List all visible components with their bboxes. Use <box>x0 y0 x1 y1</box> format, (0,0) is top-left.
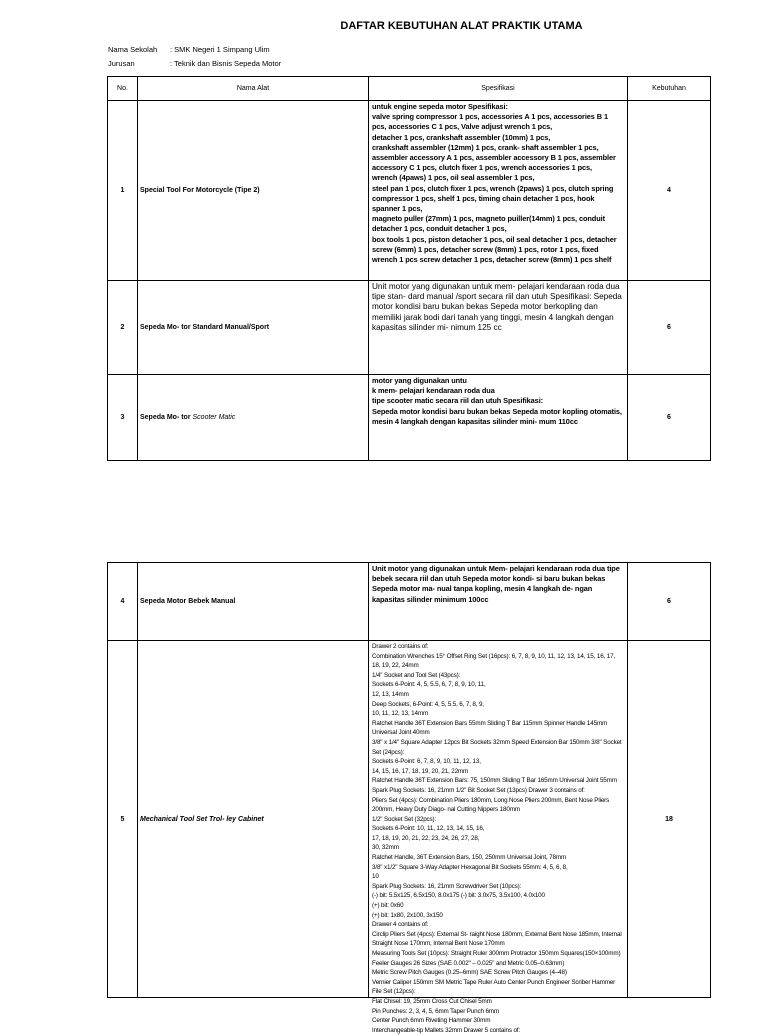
tool-name: Sepeda Motor Bebek Manual <box>138 563 369 641</box>
header-name: Nama Alat <box>138 77 369 101</box>
tool-name: Mechanical Tool Set Trol- ley Cabinet <box>138 641 369 998</box>
major-info <box>108 59 281 68</box>
equipment-table-part-1 <box>107 76 711 461</box>
tool-name: Sepeda Mo- tor Standard Manual/Sport <box>138 281 369 375</box>
tool-name-italic: Scooter Matic <box>192 414 236 421</box>
school-info <box>108 45 270 54</box>
school-label: Nama Sekolah <box>108 45 158 54</box>
major-label: Jurusan <box>108 59 135 68</box>
row-number: 5 <box>108 641 138 998</box>
tool-qty: 18 <box>628 641 711 998</box>
tool-qty: 6 <box>628 563 711 641</box>
header-no: No. <box>108 77 138 101</box>
table-row <box>108 281 711 375</box>
major-value: : Teknik dan Bisnis Sepeda Motor <box>170 59 282 68</box>
tool-spec <box>369 281 628 375</box>
table-row <box>108 101 711 281</box>
table-row <box>108 563 711 641</box>
tool-spec <box>369 641 628 1034</box>
row-number: 3 <box>108 375 138 461</box>
tool-name <box>138 375 369 461</box>
tool-spec-text: untuk engine sepeda motor Spesifikasi: valve spring compressor 1 pcs, accessories A 1 pcs, accessories B 1 pcs, accessories C 1 pcs, Valve adjust wrench 1 pcs, detacher 1 pcs, crankshaft assembler (10mm) 1 pcs, crankshaft assembler (12mm) 1 pcs, crank- shaft assembler 1 pcs, assembler accessory A 1 pcs, assembler accessory B 1 pcs, assembler accessory C 1 pcs, clutch fixer 1 pcs, wrench accessories 1 pcs, wrench (4paws) 1 pcs, oil seal assembler 1 pcs, steel pan 1 pcs, clutch fixer 1 pcs, wrench (2paws) 1 pcs, clutch spring compressor 1 pcs, shelf 1 pcs, timing chain detacher 1 pcs, hook spanner 1 pcs, magneto puller (27mm) 1 pcs, magneto puiller(14mm) 1 pcs, conduit detacher 1 pcs, conduit detacher 1 pcs, box tools 1 pcs, piston detacher 1 pcs, oil seal detacher 1 pcs, detacher screw (6mm) 1 pcs, detacher screw (8mm) 1 pcs, rotor 1 pcs, fixed wrench 1 pcs screw detacher 1 pcs, detacher screw (8mm) 1 pcs shelf <box>372 102 617 265</box>
tool-spec-text: Unit motor yang digunakan untuk Mem- pelajari kendaraan roda dua tipe bebek secara riil dan utuh Sepeda motor kondi- si baru bukan bekas Sepeda motor ma- nual tanpa kopling, mesin 4 langkah de- ngan kapasitas silinder minimum 100cc <box>372 564 620 604</box>
tool-qty: 6 <box>628 375 711 461</box>
tool-spec-text: Drawer 2 contains of: Combination Wrenches 15° Offset Ring Set (16pcs): 6, 7, 8, 9, 10, 11, 12, 13, 14, 15, 16, 17, 18, 19, 22, 24mm 1/4" Socket and Tool Set (43pcs): Sockets 6-Point: 4, 5, 5.5, 6, 7, 8, 9, 10, 11, 12, 13, 14mm Deep Sockets, 6-Point: 4, 5, 5.5, 6, 7, 8, 9, 10, 11, 12, 13, 14mm Ratchet Handle 36T Extension Bars 55mm Sliding T Bar 115mm Spinner Handle 145mm Universal Joint 40mm 3/8" x 1/4" Square Adapter 12pcs Bit Sockets 32mm Speed Extension Bar 150mm 3/8" Socket Set (24pcs): Sockets 6-Point: 6, 7, 8, 9, 10, 11, 12, 13, 14, 15, 16, 17, 18, 19, 20, 21, 22mm Ratchet Handle 36T Extension Bars: 75, 150mm Sliding T Bar 165mm Universal Joint 55mm Spark Plug Sockets: 16, 21mm 1/2" Bit Socket Set (13pcs) Drawer 3 contains of: Pliers Set (4pcs): Combination Pliers 180mm, Long Nose Pliers 200mm, Bent Nose Pliers 200mm, Heavy Duty Diago- nal Cutting Nippers 180mm 1/2" Socket Set (32pcs): Sockets 6-Point: 10, 11, 12, 13, 14, 15, 16, 17, 18, 19, 20, 21, 22, 23, 24, 26, 27, 28, 30, 32mm Ratchet Handle, 36T Extension Bars, 150, 250mm Universal Joint, 78mm 3/8" x1/2" Square 3-Way Adapter Hexagonal Bit Sockets 55mm: 4, 5, 6, 8, 10 Spark Plug Sockets: 16, 21mm Screwdriver Set (10pcs): (-) bit: 5.5x125, 6.5x150, 8.0x175 (-) bit: 3.0x75, 3.5x100, 4.0x100 (+) bit: 0x60 (+) bit: 1x80, 2x100, 3x150 Drawer 4 contains of: Circlip Pliers Set (4pcs): External St- raight Nose 180mm, External Bent Nose 185mm, Internal Straight Nose 170mm, Internal Bent Nose 170mm Measuring Tools Set (10pcs): Straight Ruler 300mm Protractor 150mm Squares(150×100mm) Feeler Gauges 26 Sizes (SAE 0.002" – 0.025" and Metric 0.05–0.63mm) Metric Screw Pitch Gauges (0.25–6mm) SAE Screw Pitch Gauges (4–48) Vernier Caliper 150mm SM Metric Tape Ruler Auto Center Punch Engineer Scriber Hammer File Set (12pcs): Flat Chisel: 19, 25mm Cross Cut Chisel 5mm Pin Punches: 2, 3, 4, 5, 6mm Taper Punch 6mm Center Punch 6mm Riveting Hammer 30mm Interchangeable-tip Mallets 32mm Drawer 5 contains of: <box>372 643 622 1034</box>
tool-spec-text: Unit motor yang digunakan untuk mem- pelajari kendaraan roda dua tipe stan- dard manual /sport secara riil dan utuh Spesifikasi: Sepeda motor kondisi baru bukan bekas Sepeda motor berkopling dan memiliki jarak bodi dari tanah yang tinggi, mesin 4 langkah dengan kapasitas silinder mi- nimum 125 cc <box>372 282 622 332</box>
tool-name-plain: Sepeda Mo- tor <box>140 414 193 421</box>
school-value: : SMK Negeri 1 Simpang Ulim <box>170 45 270 54</box>
tool-spec <box>369 101 628 281</box>
tool-qty: 6 <box>628 281 711 375</box>
tool-name: Special Tool For Motorcycle (Tipe 2) <box>138 101 369 281</box>
row-number: 1 <box>108 101 138 281</box>
tool-spec-text: motor yang digunakan untu k mem- pelajari kendaraan roda dua tipe scooter matic secara riil dan utuh Spesifikasi: Sepeda motor kondisi baru bukan bekas Sepeda motor kopling otomatis, mesin 4 langkah dengan kapasitas silinder mini- mum 110cc <box>372 376 622 426</box>
table-row <box>108 641 711 998</box>
table-row <box>108 375 711 461</box>
row-number: 4 <box>108 563 138 641</box>
equipment-table-part-2 <box>107 562 711 1034</box>
table-header-row <box>108 77 711 101</box>
header-qty: Kebutuhan <box>628 77 711 101</box>
row-number: 2 <box>108 281 138 375</box>
document-title: DAFTAR KEBUTUHAN ALAT PRAKTIK UTAMA <box>340 20 583 32</box>
tool-qty: 4 <box>628 101 711 281</box>
header-spec: Spesifikasi <box>369 77 628 101</box>
tool-spec <box>369 563 628 641</box>
tool-spec <box>369 375 628 461</box>
